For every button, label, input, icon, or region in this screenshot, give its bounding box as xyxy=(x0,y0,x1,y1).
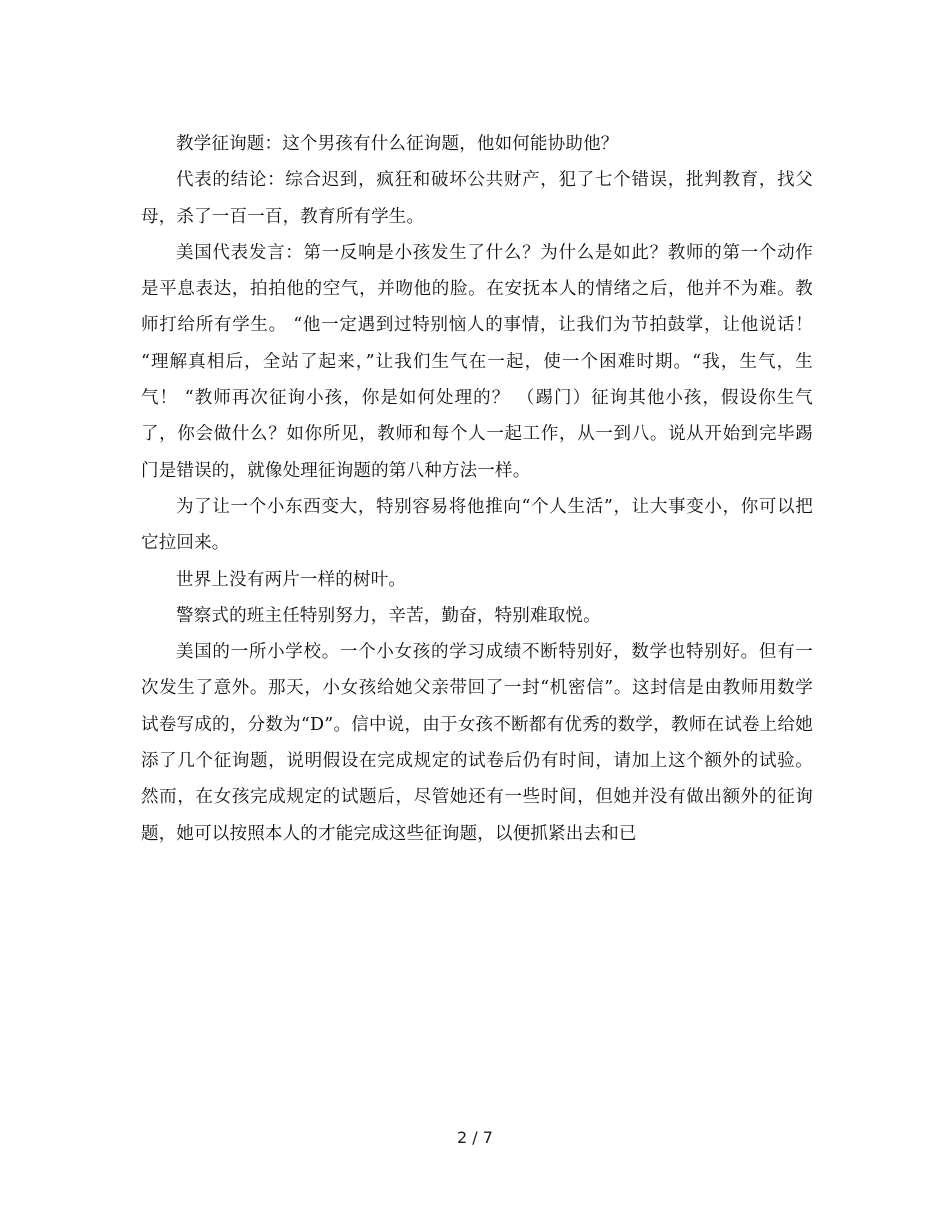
paragraph-american-representative: 美国代表发言：第一反响是小孩发生了什么？为什么是如此？教师的第一个动作是平息表达，拍拍他的空气，并吻他的脸。在安抚本人的情绪之后，他并不为难。教师打给所有学生。 “他一定遇到过特别恼人的事情，让我们为节拍鼓掌，让他说话！ “理解真相后，全站了起来，”让我们生气在一起，使一个困难时期。“我，生气，生气！ “教师再次征询小孩，你是如何处理的？ （踢门）征询其他小孩，假设你生气了，你会做什么？如你所见，教师和每个人一起工作，从一到八。说从开始到完毕踢门是错误的，就像处理征询题的第八种方法一样。 xyxy=(141,242,813,481)
page-number: 2 / 7 xyxy=(457,1128,493,1147)
paragraph-teaching-question: 教学征询题：这个男孩有什么征询题，他如何能协助他？ xyxy=(176,134,619,154)
paragraph-police-style-teacher: 警察式的班主任特别努力，辛苦，勤奋，特别难取悦。 xyxy=(176,605,601,626)
paragraph-representative-conclusion: 代表的结论：综合迟到，疯狂和破坏公共财产，犯了七个错误，批判教育，找父母，杀了一百一百，教育所有学生。 xyxy=(141,170,813,227)
paragraph-american-school-story: 美国的一所小学校。一个小女孩的学习成绩不断特别好，数学也特别好。但有一次发生了意外。那天，小女孩给她父亲带回了一封“机密信”。这封信是由教师用数学试卷写成的，分数为“D”。信中说，由于女孩不断都有优秀的数学，教师在试卷上给她添了几个征询题，说明假设在完成规定的试卷后仍有时间，请加上这个额外的试验。然而，在女孩完成规定的试题后，尽管她还有一些时间，但她并没有做出额外的征询题，她可以按照本人的才能完成这些征询题，以便抓紧出去和已 xyxy=(141,642,813,844)
paragraph-no-two-leaves: 世界上没有两片一样的树叶。 xyxy=(176,569,407,590)
paragraph-make-small-things-big: 为了让一个小东西变大，特别容易将他推向“个人生活”，让大事变小，你可以把它拉回来。 xyxy=(141,496,813,554)
document-body xyxy=(141,126,813,852)
